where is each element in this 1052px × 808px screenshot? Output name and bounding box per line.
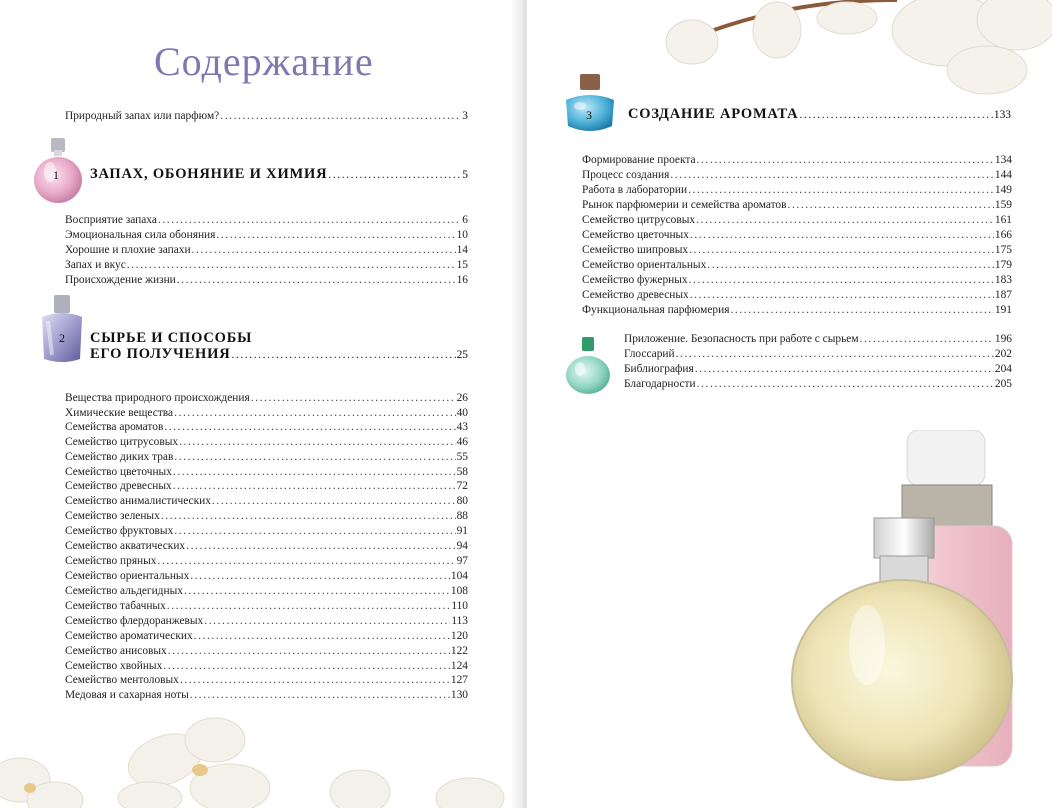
toc-entry-label: Семейство анисовых [65,645,167,657]
toc-entry[interactable] [582,168,1012,182]
toc-entry-page: 88 [456,510,468,522]
leader-dots [251,391,456,405]
toc-entry-label: Семейство древесных [65,480,172,492]
leader-dots [688,183,994,197]
toc-entry-page: 187 [994,289,1012,301]
toc-entry[interactable] [65,435,468,449]
toc-entry-label: Природный запах или парфюм? [65,110,220,122]
toc-entry-page: 40 [456,407,468,419]
toc-entry-label: Семейство хвойных [65,660,163,672]
toc-entry[interactable] [624,332,1012,346]
toc-entry[interactable] [582,153,1012,167]
toc-entry-page: 26 [456,392,468,404]
toc-entry[interactable] [65,479,468,493]
toc-chapter-2[interactable] [90,346,468,363]
toc-entry[interactable] [624,347,1012,361]
toc-entry[interactable] [65,659,468,673]
toc-entry-page: 149 [994,184,1012,196]
toc-entry-page: 43 [456,421,468,433]
toc-entry-label: Химические вещества [65,407,174,419]
toc-entry-label: Семейство древесных [582,289,689,301]
orchid-flowers-decoration [0,700,510,808]
toc-entry-page: 97 [456,555,468,567]
toc-entry-page: 161 [994,214,1012,226]
toc-entry[interactable] [582,213,1012,227]
toc-entry-page: 6 [462,214,468,226]
leader-dots [194,629,450,643]
toc-entry-label: Семейство ориентальных [582,259,707,271]
toc-entry-label: Семейство фужерных [582,274,688,286]
toc-entry[interactable] [582,258,1012,272]
toc-entry-page: 80 [456,495,468,507]
toc-entry-label: Работа в лаборатории [582,184,688,196]
toc-entry-label: Семейство диких трав [65,451,174,463]
page-title: Содержание [154,39,374,84]
toc-entry-label: Запах и вкус [65,259,126,271]
perfume-bottle-lilac-icon [36,293,88,365]
toc-entry-page: 202 [994,348,1012,360]
toc-entry-page: 58 [456,466,468,478]
leader-dots [695,362,994,376]
toc-entry-label: Рынок парфюмерии и семейства ароматов [582,199,787,211]
toc-entry-label: Формирование проекта [582,154,696,166]
toc-entry-page: 130 [450,689,468,701]
leader-dots [676,347,994,361]
right-page [527,0,1052,808]
toc-entry-label: Семейство флердоранжевых [65,615,204,627]
toc-entry-label: Семейство акватических [65,540,186,552]
perfume-bottle-mint-icon [562,335,614,397]
leader-dots [190,569,450,583]
toc-entry[interactable] [65,644,468,658]
toc-entry-page: 14 [456,244,468,256]
toc-entry[interactable] [65,524,468,538]
toc-entry-page: 94 [456,540,468,552]
toc-entry-page: 10 [456,229,468,241]
chapter-page: 133 [993,109,1011,121]
toc-entry[interactable] [65,509,468,523]
toc-entry-label: Происхождение жизни [65,274,176,286]
leader-dots [690,228,994,242]
leader-dots [167,599,451,613]
toc-entry[interactable] [65,228,468,242]
chapter-number: 3 [586,108,592,122]
chapter-title-line1: СЫРЬЕ И СПОСОБЫ [90,330,253,346]
toc-entry-label: Восприятие запаха [65,214,157,226]
toc-entry[interactable] [65,569,468,583]
toc-entry-page: 91 [456,525,468,537]
toc-entry-page: 55 [456,451,468,463]
leader-dots [690,288,994,302]
toc-entry-page: 204 [994,363,1012,375]
leader-dots [328,169,461,181]
toc-entry-label: Процесс создания [582,169,670,181]
toc-entry[interactable] [65,614,468,628]
leader-dots [860,332,994,346]
toc-entry[interactable] [65,494,468,508]
toc-entry[interactable] [65,391,468,405]
toc-entry-label: Приложение. Безопасность при работе с сырьем [624,333,859,345]
toc-entry-label: Семейство анималистических [65,495,211,507]
toc-entry[interactable] [582,183,1012,197]
leader-dots [231,349,455,361]
leader-dots [184,584,450,598]
toc-entry[interactable] [582,198,1012,212]
toc-entry-label: Семейство шипровых [582,244,689,256]
toc-entry-page: 113 [451,615,468,627]
toc-entry-label: Эмоциональная сила обоняния [65,229,216,241]
toc-entry-page: 124 [450,660,468,672]
leader-dots [697,153,994,167]
toc-entry[interactable] [65,406,468,420]
toc-entry-label: Медовая и сахарная ноты [65,689,189,701]
toc-intro[interactable] [65,109,468,123]
chapter-page: 25 [456,349,468,361]
leader-dots [730,303,993,317]
toc-entry-page: 205 [994,378,1012,390]
toc-entry-page: 127 [450,674,468,686]
leader-dots [670,168,994,182]
leader-dots [799,109,992,121]
chapter-number: 1 [53,168,59,182]
toc-entry-label: Семейство табачных [65,600,166,612]
toc-entry-page: 175 [994,244,1012,256]
toc-entry-label: Семейство зеленых [65,510,160,522]
orchid-flowers-top-decoration [647,0,1052,100]
toc-entry-page: 108 [450,585,468,597]
leader-dots [161,509,456,523]
toc-entry-page: 15 [456,259,468,271]
leader-dots [164,420,455,434]
toc-entry[interactable] [582,288,1012,302]
toc-entry-page: 183 [994,274,1012,286]
toc-entry-page: 120 [450,630,468,642]
toc-entry[interactable] [65,539,468,553]
toc-entry[interactable] [65,243,468,257]
toc-entry[interactable] [582,228,1012,242]
toc-entry-label: Семейство пряных [65,555,157,567]
left-page [0,0,522,808]
toc-entry[interactable] [624,377,1012,391]
leader-dots [163,659,450,673]
toc-entry-page: 122 [450,645,468,657]
leader-dots [697,377,994,391]
toc-entry[interactable] [65,258,468,272]
toc-entry[interactable] [65,465,468,479]
perfume-bottles-photo [782,430,1052,808]
toc-entry-label: Функциональная парфюмерия [582,304,730,316]
toc-entry-label: Семейство ароматических [65,630,193,642]
toc-entry-page: 144 [994,169,1012,181]
toc-entry-page: 134 [994,154,1012,166]
toc-entry[interactable] [65,213,468,227]
toc-entry[interactable] [582,303,1012,317]
toc-entry[interactable] [65,673,468,687]
perfume-bottle-blue-icon [562,72,618,136]
toc-entry[interactable] [582,273,1012,287]
chapter-number: 2 [59,331,65,345]
leader-dots [173,479,456,493]
toc-entry-label: Семейство цветочных [582,229,689,241]
toc-entry-page: 16 [456,274,468,286]
leader-dots [696,213,994,227]
toc-entry-page: 110 [451,600,468,612]
toc-entry[interactable] [65,584,468,598]
leader-dots [180,673,450,687]
toc-entry-page: 3 [462,110,468,122]
toc-entry[interactable] [65,554,468,568]
toc-entry-label: Семейства ароматов [65,421,164,433]
leader-dots [174,406,456,420]
toc-entry[interactable] [65,629,468,643]
toc-entry[interactable] [65,273,468,287]
chapter-title: ЗАПАХ, ОБОНЯНИЕ И ХИМИЯ [90,166,328,182]
toc-entry-page: 179 [994,259,1012,271]
toc-entry-label: Хорошие и плохие запахи [65,244,191,256]
leader-dots [158,213,461,227]
toc-entry-label: Семейство цитрусовых [582,214,696,226]
leader-dots [127,258,456,272]
toc-entry-page: 166 [994,229,1012,241]
toc-entry[interactable] [582,243,1012,257]
toc-entry-page: 72 [456,480,468,492]
leader-dots [168,644,450,658]
leader-dots [174,524,455,538]
toc-entry-label: Семейство цветочных [65,466,172,478]
toc-entry[interactable] [624,362,1012,376]
toc-chapter-1[interactable] [90,166,468,183]
toc-entry-label: Семейство фруктовых [65,525,174,537]
toc-entry[interactable] [65,420,468,434]
leader-dots [158,554,456,568]
leader-dots [204,614,450,628]
toc-entry-label: Семейство альдегидных [65,585,183,597]
chapter-page: 5 [462,169,468,181]
leader-dots [179,435,456,449]
leader-dots [174,450,455,464]
toc-entry-page: 104 [450,570,468,582]
toc-entry-label: Вещества природного происхождения [65,392,250,404]
toc-entry-page: 196 [994,333,1012,345]
toc-entry-label: Глоссарий [624,348,675,360]
toc-entry-page: 46 [456,436,468,448]
toc-entry[interactable] [65,599,468,613]
chapter-title-line2: ЕГО ПОЛУЧЕНИЯ [90,346,231,362]
leader-dots [689,243,994,257]
chapter-title: СОЗДАНИЕ АРОМАТА [628,106,799,122]
leader-dots [192,243,456,257]
leader-dots [220,109,461,123]
toc-entry-label: Семейство ментоловых [65,674,179,686]
leader-dots [689,273,994,287]
leader-dots [788,198,994,212]
leader-dots [216,228,455,242]
toc-entry-label: Библиография [624,363,694,375]
toc-entry-label: Благодарности [624,378,696,390]
leader-dots [177,273,456,287]
toc-entry-label: Семейство ориентальных [65,570,190,582]
toc-entry-label: Семейство цитрусовых [65,436,179,448]
leader-dots [707,258,994,272]
toc-entry[interactable] [65,450,468,464]
toc-chapter-3[interactable] [628,106,1011,123]
toc-entry-page: 191 [994,304,1012,316]
leader-dots [186,539,455,553]
toc-entry-page: 159 [994,199,1012,211]
leader-dots [173,465,456,479]
leader-dots [212,494,456,508]
